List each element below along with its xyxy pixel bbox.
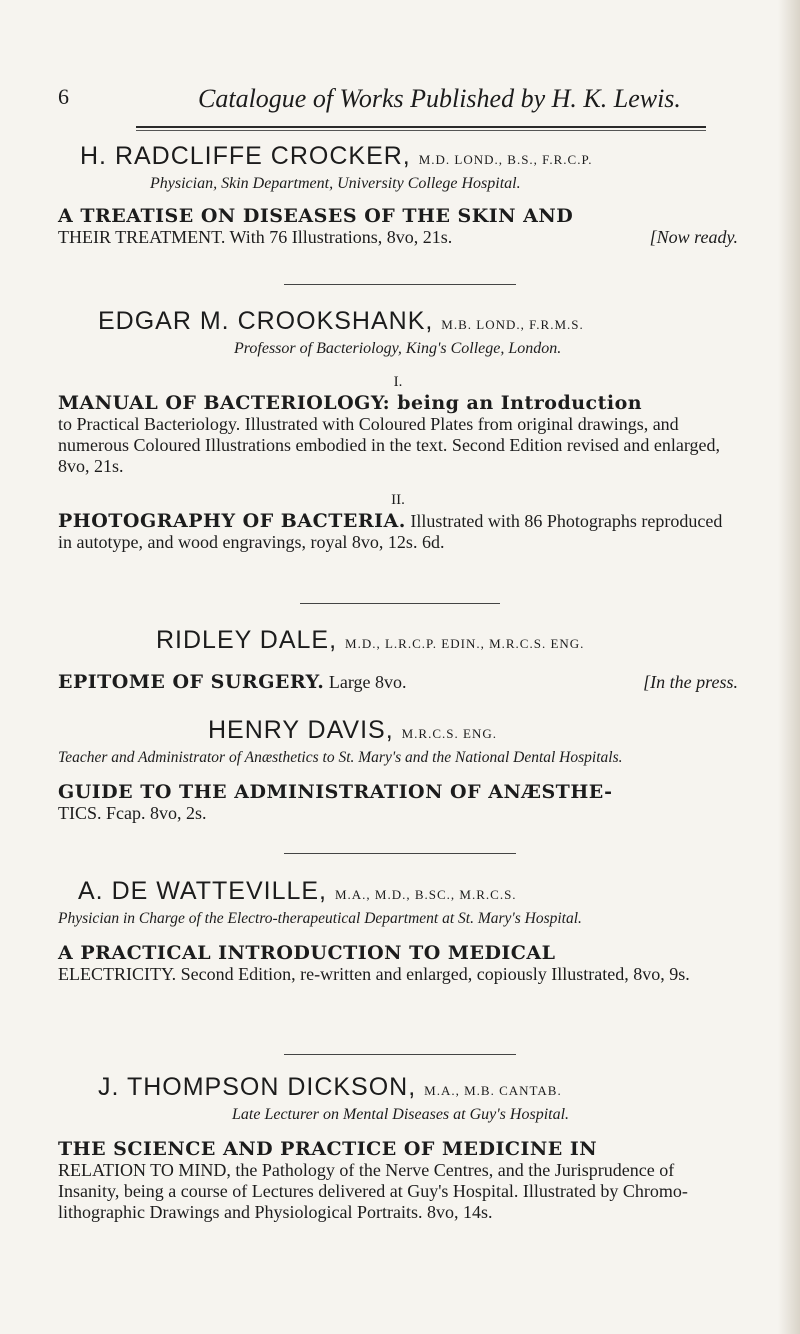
author-qualifications: M.A., M.D., B.SC., M.R.C.S. [334,887,517,902]
author-name: EDGAR M. CROOKSHANK, [98,307,434,335]
book-entry [58,943,738,985]
catalogue-entry [58,626,738,693]
book-title: THE SCIENCE AND PRACTICE OF MEDICINE IN [58,1138,598,1160]
header-rule [136,126,706,128]
book-entry [58,672,738,693]
author-affiliation: Teacher and Administrator of Anæsthetics to St. Mary's and the National Dental Hospitals. [58,749,623,766]
author-affiliation: Professor of Bacteriology, King's College, London. [234,340,562,357]
book-title: MANUAL OF BACTERIOLOGY: being an Introduction [58,392,643,414]
author-line [58,626,738,658]
book-entry [58,393,738,477]
book-description: ELECTRICITY. Second Edition, re-written and enlarged, copiously Illustrated, 8vo, 9s. [58,964,690,984]
book-numeral: I. [393,374,403,390]
author-affiliation: Physician, Skin Department, University College Hospital. [150,175,521,192]
author-name: RIDLEY DALE, [156,626,338,654]
author-qualifications: M.D., L.R.C.P. EDIN., M.R.C.S. ENG. [345,636,585,651]
author-line [58,1073,738,1105]
book-title: GUIDE TO THE ADMINISTRATION OF ANÆSTHE- [58,781,613,803]
catalogue-entry [58,877,738,985]
author-line [58,307,738,339]
author-affiliation: Late Lecturer on Mental Diseases at Guy's Hospital. [232,1106,570,1123]
page-edge-shadow [778,0,800,1334]
section-divider [284,284,516,285]
book-title: A PRACTICAL INTRODUCTION TO MEDICAL [58,942,556,964]
book-numeral: II. [391,492,405,508]
section-divider [284,853,516,854]
author-qualifications: M.R.C.S. ENG. [401,726,497,741]
section-divider [284,1054,516,1055]
section-divider [300,603,500,604]
book-description: RELATION TO MIND, the Pathology of the Nerve Centres, and the Jurisprudence of Insanity, being a course of Lectures delivered at Guy's Hospital. Illustrated by Chromo-lithographic Drawings and Physiological Portraits. 8vo, 14s. [58,1160,688,1222]
book-status: [In the press. [643,672,738,692]
book-title: EPITOME OF SURGERY. [58,671,325,693]
author-name: A. DE WATTEVILLE, [78,877,327,905]
author-qualifications: M.B. LOND., F.R.M.S. [441,317,584,332]
catalogue-entry [58,307,738,553]
author-line [58,716,738,748]
running-title: Catalogue of Works Published by H. K. Lewis. [198,84,681,113]
book-entry [58,1139,738,1223]
book-title: PHOTOGRAPHY OF BACTERIA. [58,510,406,532]
author-name: HENRY DAVIS, [208,716,394,744]
page-number: 6 [58,84,69,109]
author-affiliation: Physician in Charge of the Electro-therapeutical Department at St. Mary's Hospital. [58,910,582,927]
header-rule-thin [136,130,706,131]
book-title: A TREATISE ON DISEASES OF THE SKIN AND [58,205,574,227]
author-line [58,877,738,909]
book-description: TICS. Fcap. 8vo, 2s. [58,803,207,823]
author-qualifications: M.A., M.B. CANTAB. [424,1083,562,1098]
book-entry [58,511,738,553]
catalogue-entry [58,716,738,824]
author-name: H. RADCLIFFE CROCKER, [80,142,411,170]
author-line [58,142,738,174]
author-name: J. THOMPSON DICKSON, [98,1073,417,1101]
book-entry [58,782,738,824]
book-status: [Now ready. [649,227,738,247]
book-description: to Practical Bacteriology. Illustrated with Coloured Plates from original drawings, and numerous Coloured Illustrations embodied in the text. Second Edition revised and enlarged, 8vo, 21s. [58,414,721,476]
book-description: Illustrated with 86 Photographs reproduced in autotype, and wood engravings, royal 8vo, 12s. 6d. [58,511,723,552]
catalogue-entry [58,142,738,248]
author-qualifications: M.D. LOND., B.S., F.R.C.P. [418,152,593,167]
book-entry [58,206,738,248]
book-description: Large 8vo. [328,672,407,692]
catalogue-entry [58,1073,738,1223]
running-head [58,84,710,124]
book-description: THEIR TREATMENT. With 76 Illustrations, 8vo, 21s. [58,227,453,247]
